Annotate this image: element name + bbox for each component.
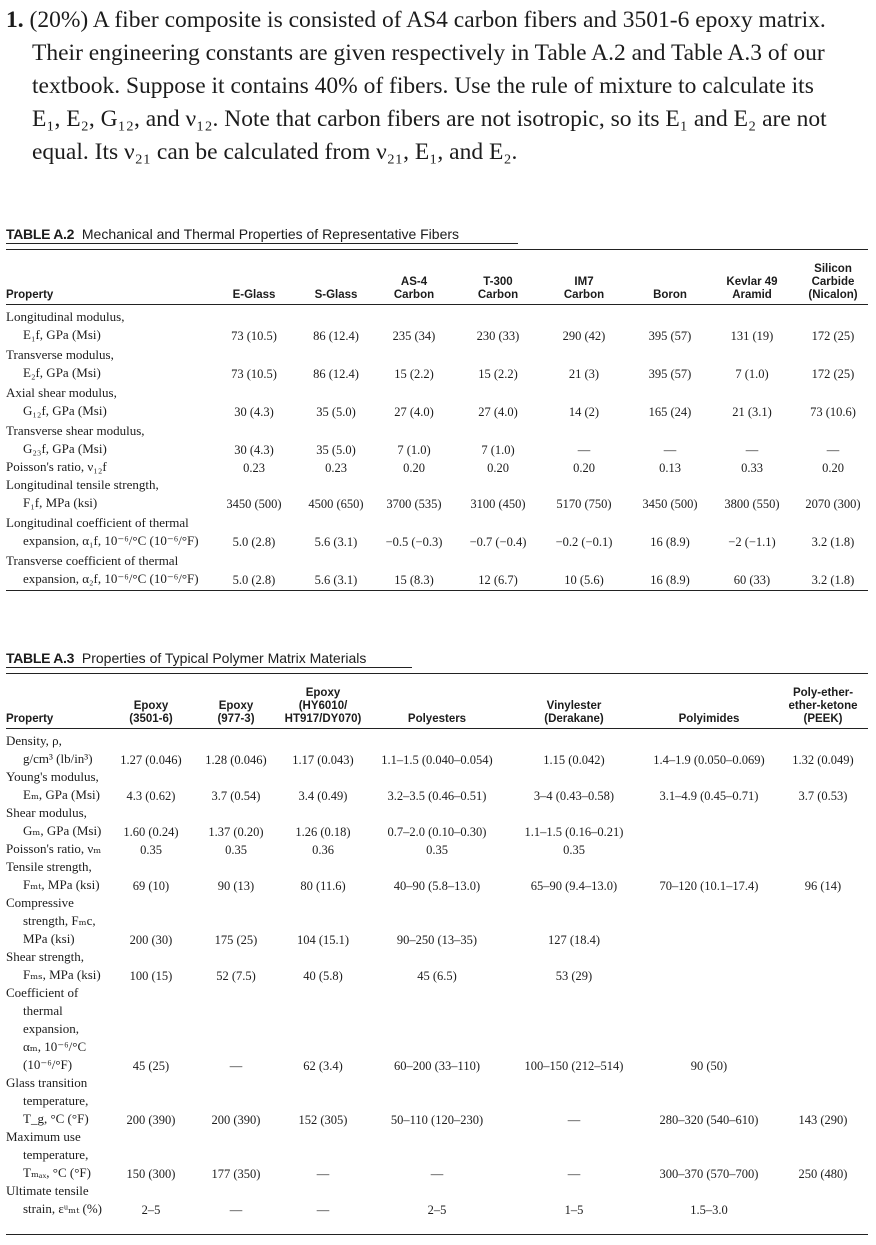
property-label: (10⁻⁶/°F) xyxy=(23,1057,73,1072)
table-cell: 0.35 xyxy=(426,843,448,857)
column-header: (3501-6) xyxy=(129,713,173,725)
table-cell: 60 (33) xyxy=(733,573,771,587)
table-cell: 12 (6.7) xyxy=(478,573,518,587)
column-header: (PEEK) xyxy=(803,713,843,725)
table-cell: 90–250 (13–35) xyxy=(396,933,478,947)
table-cell: — xyxy=(567,1167,581,1181)
table-cell: 0.13 xyxy=(659,461,681,475)
table-cell: 3.7 (0.53) xyxy=(798,789,848,803)
table-cell: 0.20 xyxy=(573,461,595,475)
problem-line: Their engineering constants are given respectively in Table A.2 and Table A.3 of our xyxy=(32,40,825,66)
table-cell: — xyxy=(229,1203,243,1217)
table-cell: 45 (25) xyxy=(132,1059,170,1073)
table-cell: 7 (1.0) xyxy=(397,443,431,457)
table-cell: 70–120 (10.1–17.4) xyxy=(659,879,759,893)
table-cell: 1.60 (0.24) xyxy=(123,825,179,839)
table-cell: 3.2 (1.8) xyxy=(811,535,855,549)
property-label: Tensile strength, xyxy=(6,859,92,874)
property-label: Gₘ, GPa (Msi) xyxy=(23,823,102,838)
property-label: Eₘ, GPa (Msi) xyxy=(23,787,100,802)
property-label: Compressive xyxy=(6,895,74,910)
table-cell: 60–200 (33–110) xyxy=(394,1059,480,1073)
table-cell: 27 (4.0) xyxy=(394,405,434,419)
table-cell: 3700 (535) xyxy=(386,497,442,511)
table-cell: 30 (4.3) xyxy=(234,443,274,457)
table-cell: 165 (24) xyxy=(648,405,692,419)
property-label: Glass transition xyxy=(6,1075,88,1090)
property-label: Longitudinal modulus, xyxy=(6,309,125,324)
property-label: thermal xyxy=(23,1003,63,1018)
column-header: Boron xyxy=(653,289,687,301)
table-cell: 5.6 (3.1) xyxy=(314,535,358,549)
property-header: Property xyxy=(6,289,54,301)
table-cell: — xyxy=(577,443,591,457)
table-a2-header-rule xyxy=(6,304,868,305)
table-cell: 200 (390) xyxy=(211,1113,261,1127)
table-cell: 30 (4.3) xyxy=(234,405,274,419)
table-cell: 3.2–3.5 (0.46–0.51) xyxy=(387,789,487,803)
table-cell: 395 (57) xyxy=(648,367,692,381)
table-cell: 127 (18.4) xyxy=(547,933,601,947)
table-cell: 0.33 xyxy=(741,461,763,475)
table-a3-header-rule xyxy=(6,728,868,729)
property-label: strength, Fₘc, xyxy=(23,913,96,928)
column-header: Silicon xyxy=(814,263,852,275)
table-cell: 21 (3.1) xyxy=(732,405,772,419)
table-cell: — xyxy=(745,443,759,457)
property-label: MPa (ksi) xyxy=(23,931,75,946)
table-cell: 14 (2) xyxy=(568,405,600,419)
column-header: Kevlar 49 xyxy=(726,276,778,288)
table-cell: 3450 (500) xyxy=(642,497,698,511)
table-cell: 90 (50) xyxy=(690,1059,728,1073)
property-label: Longitudinal tensile strength, xyxy=(6,477,159,492)
table-cell: 7 (1.0) xyxy=(735,367,769,381)
problem-number: 1. xyxy=(6,7,24,33)
table-cell: 15 (8.3) xyxy=(394,573,434,587)
table-cell: 290 (42) xyxy=(562,329,606,343)
table-cell: — xyxy=(316,1167,330,1181)
property-label: Fₘₛ, MPa (ksi) xyxy=(23,967,101,982)
property-label: αₘ, 10⁻⁶/°C xyxy=(23,1039,87,1054)
table-cell: 200 (30) xyxy=(129,933,173,947)
table-cell: 15 (2.2) xyxy=(394,367,434,381)
table-cell: 4500 (650) xyxy=(308,497,364,511)
property-label: expansion, α₁f, 10⁻⁶/°C (10⁻⁶/°F) xyxy=(23,533,199,548)
table-cell: 1.27 (0.046) xyxy=(120,753,182,767)
table-cell: — xyxy=(430,1167,444,1181)
table-cell: 7 (1.0) xyxy=(481,443,515,457)
table-a3-label: TABLE A.3 xyxy=(6,650,75,666)
column-header: AS-4 xyxy=(400,276,428,288)
table-cell: 3100 (450) xyxy=(470,497,526,511)
property-label: Shear modulus, xyxy=(6,805,87,820)
table-cell: 172 (25) xyxy=(811,329,855,343)
column-header: Poly-ether- xyxy=(792,687,854,699)
table-cell: 69 (10) xyxy=(132,879,170,893)
property-label: Coefficient of xyxy=(6,985,79,1000)
table-cell: 50–110 (120–230) xyxy=(390,1113,484,1127)
property-label: Transverse modulus, xyxy=(6,347,114,362)
table-cell: 200 (390) xyxy=(126,1113,176,1127)
table-cell: 0.20 xyxy=(487,461,509,475)
table-cell: 300–370 (570–700) xyxy=(659,1167,759,1181)
property-label: T_g, °C (°F) xyxy=(23,1111,89,1126)
table-cell: 35 (5.0) xyxy=(316,405,356,419)
table-cell: 104 (15.1) xyxy=(296,933,350,947)
table-cell: 1.1–1.5 (0.040–0.054) xyxy=(381,753,493,767)
table-cell: 230 (33) xyxy=(476,329,520,343)
table-cell: 3.7 (0.54) xyxy=(211,789,261,803)
table-cell: 53 (29) xyxy=(555,969,593,983)
property-label: Poisson's ratio, νₘ xyxy=(6,841,102,856)
column-header: HT917/DY070) xyxy=(284,713,362,725)
table-cell: 40 (5.8) xyxy=(303,969,343,983)
table-cell: −0.5 (−0.3) xyxy=(385,535,443,549)
column-header: Vinylester xyxy=(546,700,602,712)
table-cell: 152 (305) xyxy=(298,1113,348,1127)
table-cell: −0.2 (−0.1) xyxy=(555,535,613,549)
property-label: G₁₂f, GPa (Msi) xyxy=(23,403,107,418)
table-cell: 3450 (500) xyxy=(226,497,282,511)
table-cell: 177 (350) xyxy=(211,1167,261,1181)
table-cell: 5170 (750) xyxy=(556,497,612,511)
table-cell: 2–5 xyxy=(427,1203,447,1217)
table-cell: — xyxy=(316,1203,330,1217)
column-header: E-Glass xyxy=(232,289,276,301)
table-cell: — xyxy=(567,1113,581,1127)
property-label: Transverse shear modulus, xyxy=(6,423,145,438)
column-header: Polyimides xyxy=(678,713,740,725)
table-cell: 0.23 xyxy=(243,461,265,475)
table-cell: −0.7 (−0.4) xyxy=(469,535,527,549)
column-header: T-300 xyxy=(483,276,513,288)
column-header: Polyesters xyxy=(407,713,467,725)
column-header: Epoxy xyxy=(133,700,169,712)
property-label: Tₘₐₓ, °C (°F) xyxy=(23,1165,91,1180)
table-cell: 172 (25) xyxy=(811,367,855,381)
table-cell: — xyxy=(826,443,840,457)
table-cell: — xyxy=(663,443,677,457)
column-header: Carbon xyxy=(393,289,435,301)
property-label: Density, ρ, xyxy=(6,733,62,748)
table-cell: 16 (8.9) xyxy=(650,535,690,549)
table-a2-caption-rule xyxy=(6,243,518,244)
table-cell: 5.0 (2.8) xyxy=(232,535,276,549)
table-cell: 3.1–4.9 (0.45–0.71) xyxy=(659,789,759,803)
column-header: Carbon xyxy=(563,289,605,301)
table-cell: 1.17 (0.043) xyxy=(292,753,354,767)
table-cell: 2–5 xyxy=(141,1203,161,1217)
column-header: Aramid xyxy=(732,289,772,301)
problem-line: 1. (20%) A fiber composite is consisted of AS4 carbon fibers and 3501-6 epoxy matrix. xyxy=(6,7,826,33)
table-cell: 3–4 (0.43–0.58) xyxy=(533,789,615,803)
column-header: (HY6010/ xyxy=(298,700,348,712)
table-cell: 1.4–1.9 (0.050–0.069) xyxy=(653,753,765,767)
table-a2-label: TABLE A.2 xyxy=(6,226,75,242)
table-a3-caption-rule xyxy=(6,667,412,668)
table-cell: 5.0 (2.8) xyxy=(232,573,276,587)
table-cell: 80 (11.6) xyxy=(300,879,346,893)
table-cell: 1–5 xyxy=(564,1203,584,1217)
table-a3-title: Properties of Typical Polymer Matrix Materials xyxy=(81,650,367,666)
column-header: Carbide xyxy=(811,276,855,288)
table-cell: 90 (13) xyxy=(217,879,255,893)
table-a3-top-rule xyxy=(6,673,868,674)
table-cell: 235 (34) xyxy=(392,329,436,343)
table-cell: 0.35 xyxy=(225,843,247,857)
column-header: Epoxy xyxy=(218,700,254,712)
table-cell: 150 (300) xyxy=(126,1167,176,1181)
table-cell: 52 (7.5) xyxy=(216,969,256,983)
property-label: E₂f, GPa (Msi) xyxy=(23,365,101,380)
problem-line: equal. Its ν₂₁ can be calculated from ν₂₁, E₁, and E₂. xyxy=(32,139,518,165)
property-label: G₂₃f, GPa (Msi) xyxy=(23,441,107,456)
problem-line: E₁, E₂, G₁₂, and ν₁₂. Note that carbon fibers are not isotropic, so its E₁ and E₂ are not xyxy=(32,106,827,132)
property-label: expansion, α₂f, 10⁻⁶/°C (10⁻⁶/°F) xyxy=(23,571,199,586)
problem-statement xyxy=(6,4,868,169)
table-a2-title: Mechanical and Thermal Properties of Representative Fibers xyxy=(81,226,460,242)
column-header: (Derakane) xyxy=(544,713,604,725)
table-a3-bottom-rule xyxy=(6,1234,868,1235)
property-label: Young's modulus, xyxy=(6,769,99,784)
table-cell: 86 (12.4) xyxy=(313,329,359,343)
table-cell: 0.36 xyxy=(312,843,334,857)
table-cell: 1.15 (0.042) xyxy=(543,753,605,767)
table-a2-caption xyxy=(6,226,459,242)
property-label: strain, εᵘₘₜ (%) xyxy=(23,1201,103,1216)
table-cell: 131 (19) xyxy=(730,329,774,343)
table-cell: 10 (5.6) xyxy=(564,573,604,587)
table-cell: 27 (4.0) xyxy=(478,405,518,419)
column-header: ether-ketone xyxy=(788,700,858,712)
table-cell: 65–90 (9.4–13.0) xyxy=(530,879,618,893)
table-cell: 0.7–2.0 (0.10–0.30) xyxy=(387,825,487,839)
property-label: Poisson's ratio, ν₁₂f xyxy=(6,459,107,474)
problem-line: textbook. Suppose it contains 40% of fibers. Use the rule of mixture to calculate its xyxy=(32,73,814,99)
table-cell: 0.35 xyxy=(140,843,162,857)
table-cell: 100 (15) xyxy=(129,969,173,983)
property-label: Axial shear modulus, xyxy=(6,385,117,400)
table-cell: 280–320 (540–610) xyxy=(659,1113,759,1127)
table-a3-caption xyxy=(6,650,366,666)
property-label: Fₘₜ, MPa (ksi) xyxy=(23,877,100,892)
column-header: Epoxy xyxy=(305,687,341,699)
table-cell: 21 (3) xyxy=(568,367,600,381)
table-cell: 73 (10.5) xyxy=(231,367,277,381)
table-cell: −2 (−1.1) xyxy=(728,535,776,549)
table-cell: 1.28 (0.046) xyxy=(205,753,267,767)
table-cell: 0.23 xyxy=(325,461,347,475)
table-cell: 1.37 (0.20) xyxy=(208,825,264,839)
property-label: Shear strength, xyxy=(6,949,84,964)
table-cell: 86 (12.4) xyxy=(313,367,359,381)
table-cell: 143 (290) xyxy=(798,1113,848,1127)
table-cell: 0.35 xyxy=(563,843,585,857)
table-cell: 1.5–3.0 xyxy=(690,1203,728,1217)
property-label: Ultimate tensile xyxy=(6,1183,89,1198)
table-cell: 15 (2.2) xyxy=(478,367,518,381)
table-cell: 5.6 (3.1) xyxy=(314,573,358,587)
table-cell: 395 (57) xyxy=(648,329,692,343)
table-cell: 16 (8.9) xyxy=(650,573,690,587)
table-cell: 1.26 (0.18) xyxy=(295,825,351,839)
table-cell: 100–150 (212–514) xyxy=(524,1059,624,1073)
table-cell: 45 (6.5) xyxy=(417,969,457,983)
table-a2-top-rule xyxy=(6,249,868,250)
table-cell: 3.2 (1.8) xyxy=(811,573,855,587)
table-cell: — xyxy=(229,1059,243,1073)
table-cell: 96 (14) xyxy=(804,879,842,893)
table-cell: 250 (480) xyxy=(798,1167,848,1181)
property-label: F₁f, MPa (ksi) xyxy=(23,495,98,510)
table-cell: 1.32 (0.049) xyxy=(792,753,854,767)
table-a2-bottom-rule xyxy=(6,590,868,591)
property-label: temperature, xyxy=(23,1093,89,1108)
table-cell: 4.3 (0.62) xyxy=(126,789,176,803)
table-cell: 2070 (300) xyxy=(805,497,861,511)
table-cell: 3.4 (0.49) xyxy=(298,789,348,803)
table-cell: 0.20 xyxy=(403,461,425,475)
table-cell: 73 (10.6) xyxy=(810,405,856,419)
column-header: Carbon xyxy=(477,289,519,301)
table-cell: 3800 (550) xyxy=(724,497,780,511)
property-label: E₁f, GPa (Msi) xyxy=(23,327,101,342)
property-label: Transverse coefficient of thermal xyxy=(6,553,179,568)
table-cell: 175 (25) xyxy=(214,933,258,947)
table-cell: 73 (10.5) xyxy=(231,329,277,343)
property-label: g/cm³ (lb/in³) xyxy=(23,751,93,766)
column-header: (977-3) xyxy=(217,713,255,725)
property-header: Property xyxy=(6,713,54,725)
table-cell: 62 (3.4) xyxy=(303,1059,343,1073)
table-cell: 35 (5.0) xyxy=(316,443,356,457)
table-cell: 40–90 (5.8–13.0) xyxy=(393,879,481,893)
column-header: S-Glass xyxy=(314,289,358,301)
column-header: (Nicalon) xyxy=(808,289,858,301)
property-label: Maximum use xyxy=(6,1129,81,1144)
property-label: Longitudinal coefficient of thermal xyxy=(6,515,189,530)
column-header: IM7 xyxy=(574,276,594,288)
table-cell: 1.1–1.5 (0.16–0.21) xyxy=(524,825,624,839)
table-cell: 0.20 xyxy=(822,461,844,475)
property-label: expansion, xyxy=(23,1021,79,1036)
property-label: temperature, xyxy=(23,1147,89,1162)
